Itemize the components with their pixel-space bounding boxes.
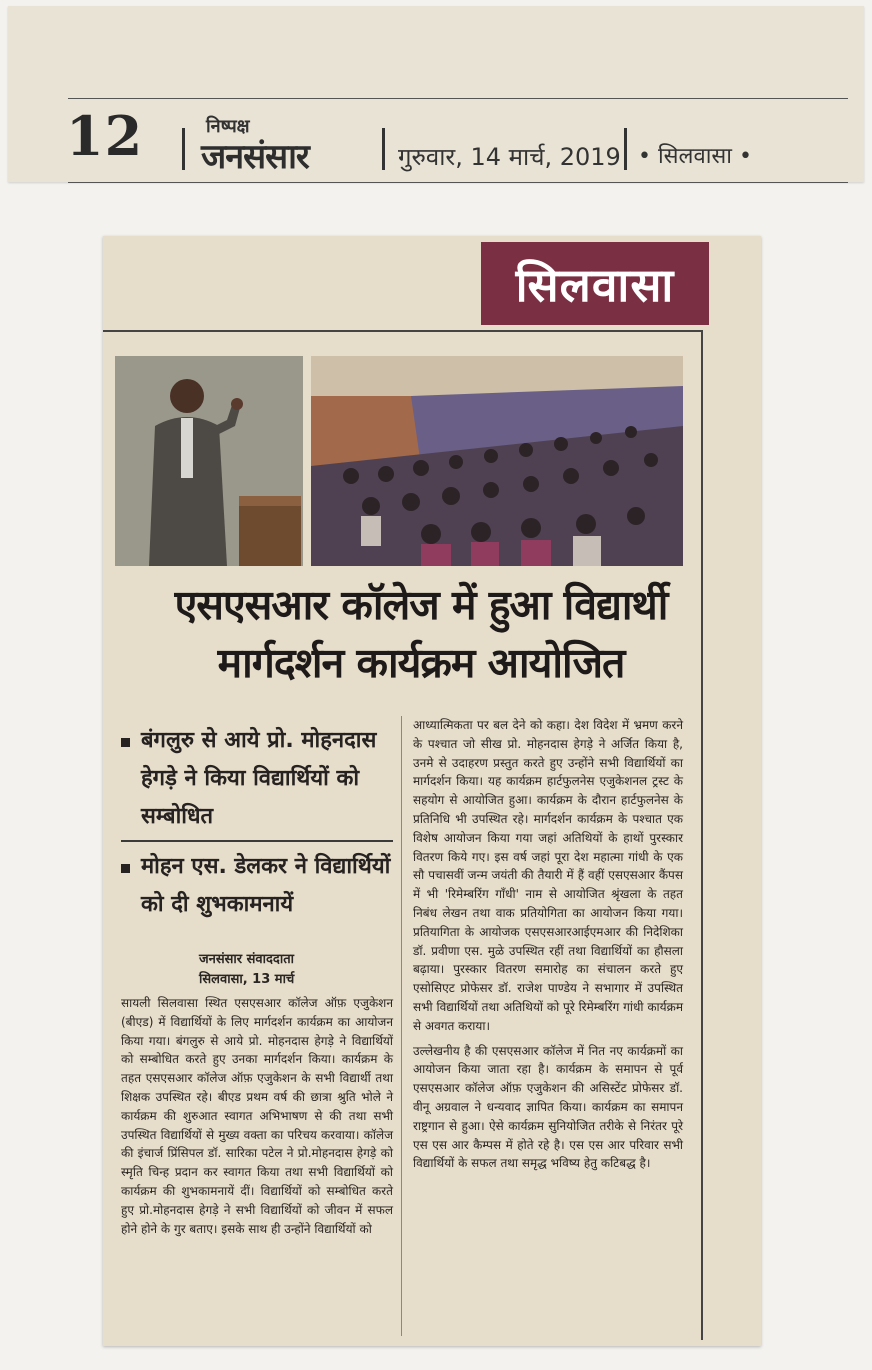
masthead-strip <box>8 6 864 182</box>
headline-line-1: एसएसआर कॉलेज में हुआ विद्यार्थी <box>174 581 668 629</box>
article-body-left: सायली सिलवासा स्थित एसएसआर कॉलेज ऑफ़ एजुकेशन (बीएड) में विद्यार्थियों के लिए मार्गदर्शन कार्यक्रम का आयोजन किया गया। बंगलुरु से आये प्रो. मोहनदास हेगड़े ने विद्यार्थियों को सम्बोधित करते हुए उनका मार्गदर्शन किया। कार्यक्रम के तहत एसएसआर कॉलेज ऑफ़ एजुकेशन के सभी विद्यार्थी तथा शिक्षक उपस्थित रहे। बीएड प्रथम वर्ष की छात्रा श्रुति भोले ने कार्यक्रम की शुरुआत स्वागत अभिभाषण से की तथा सभी उपस्थित विद्यार्थियों से मुख्य वक्ता का परिचय करवाया। कॉलेज की इंचार्ज प्रिंसिपल डॉ. सारिका पटेल ने प्रो.मोहनदास हेगड़े को स्मृति चिन्ह प्रदान कर स्वागत किया तथा सभी विद्यार्थियों को कार्यक्रम की शुभकामनायें दीं। विद्यार्थियों को सम्बोधित करते हुए प्रो.मोहनदास हेगड़े ने सभी विद्यार्थियों को जीवन में सफल होने होने के गुर बताए। इसके साथ ही उन्होंने विद्यार्थियों को <box>121 996 393 1236</box>
body-paragraph: उल्लेखनीय है की एसएसआर कॉलेज में नित नए कार्यक्रमों का आयोजन किया जाता रहा है। कार्यक्रम के समापन से पूर्व एसएसआर कॉलेज ऑफ़ एजुकेशन की असिस्टेंट प्रोफेसर डॉ. वीनू अग्रवाल ने धन्यवाद ज्ञापित किया। कार्यक्रम का समापन राष्ट्रगान से हुआ। ऐसे कार्यक्रम सुनियोजित तरीके से निरंतर पूरे एस एस आर कैम्पस में होते रहे है। एस एस आर परिवार सभी विद्यार्थियों के सफल तथा समृद्ध भविष्य हेतु कटिबद्ध है। <box>413 1043 683 1171</box>
highlights-column <box>121 722 393 990</box>
page-number: 12 <box>66 104 144 168</box>
masthead-divider <box>624 128 627 170</box>
body-paragraph: आध्यात्मिकता पर बल देने को कहा। देश विदेश में भ्रमण करने के पश्चात जो सीख प्रो. मोहनदास हेगड़े ने अर्जित किया है, उनमे से उदाहरण प्रस्तुत करते हुए उन्होंने सभी विद्यार्थियों का मार्गदर्शन किया। यह कार्यक्रम हार्टफुलनेस एजुकेशनल ट्रस्ट के सहयोग से आयोजित हुआ। कार्यक्रम के दौरान हार्टफुलनेस के प्रतिनिधि भी उपस्थित रहे। मार्गदर्शन कार्यक्रम के पश्चात एक विशेष आयोजन किया गया जहां अतिथियों के हाथों पुरस्कार वितरण किये गए। इस वर्ष जहां पूरा देश महात्मा गांधी के एक सौ पचासवीं जन्म जयंती की तैयारी में हैं वहीं एसएसआर कैंपस में भी 'रिमेम्बरिंग गाँधी' नाम से आयोजित श्रृंखला के तहत निबंध लेखन तथा वाक प्रतियोगिता का आयोजन किया गया। प्रतियागिता के आयोजक एसएसआरआईएमआर की निदेशिका डॉ. प्रवीणा एस. मुळे उपस्थित रहीं तथा विद्यार्थियों का हौसला बढ़ाया। पुरस्कार वितरण समारोह का संचालन करते हुए एसोसिएट प्रोफेसर डॉ. राजेश पाण्डेय ने सभागार में उपस्थित सभी विद्यार्थियों तथा अतिथियों को पूरे रिमेम्बरिंग गांधी कार्यक्रम से अवगत कराया। <box>413 718 683 1033</box>
audience-illustration <box>311 356 683 566</box>
byline-dateline: सिलवासा, 13 मार्च <box>199 972 295 987</box>
news-clipping <box>103 236 761 1346</box>
headline-line-2: मार्गदर्शन कार्यक्रम आयोजित <box>217 639 625 687</box>
brand-tagline: निष्पक्ष <box>206 116 250 137</box>
byline-source: जनसंसार संवाददाता <box>199 952 294 967</box>
speaker-illustration <box>115 356 303 566</box>
section-header <box>481 242 709 325</box>
article-headline <box>121 576 721 692</box>
newspaper-brand: जनसंसार <box>201 137 309 177</box>
highlight-divider <box>121 840 393 842</box>
masthead-divider <box>382 128 385 170</box>
section-label: सिलवासा <box>515 257 675 312</box>
issue-date: गुरुवार, 14 मार्च, 2019 <box>398 143 621 171</box>
highlight-item: बंगलुरु से आये प्रो. मोहनदास हेगड़े ने किया विद्यार्थियों को सम्बोधित <box>121 722 393 836</box>
article-body-right <box>413 716 683 1179</box>
frame-top-rule <box>103 330 703 332</box>
masthead-bottom-rule <box>68 182 848 183</box>
highlight-item: मोहन एस. डेलकर ने विद्यार्थियों को दी शुभकामनायें <box>121 848 393 924</box>
edition-place: • सिलवासा • <box>638 144 752 169</box>
byline <box>199 950 393 990</box>
masthead-divider <box>182 128 185 170</box>
audience-photo <box>311 356 683 566</box>
speaker-photo <box>115 356 303 566</box>
frame-right-rule <box>701 330 703 1340</box>
masthead-top-rule <box>68 98 848 99</box>
column-divider <box>401 716 402 1336</box>
